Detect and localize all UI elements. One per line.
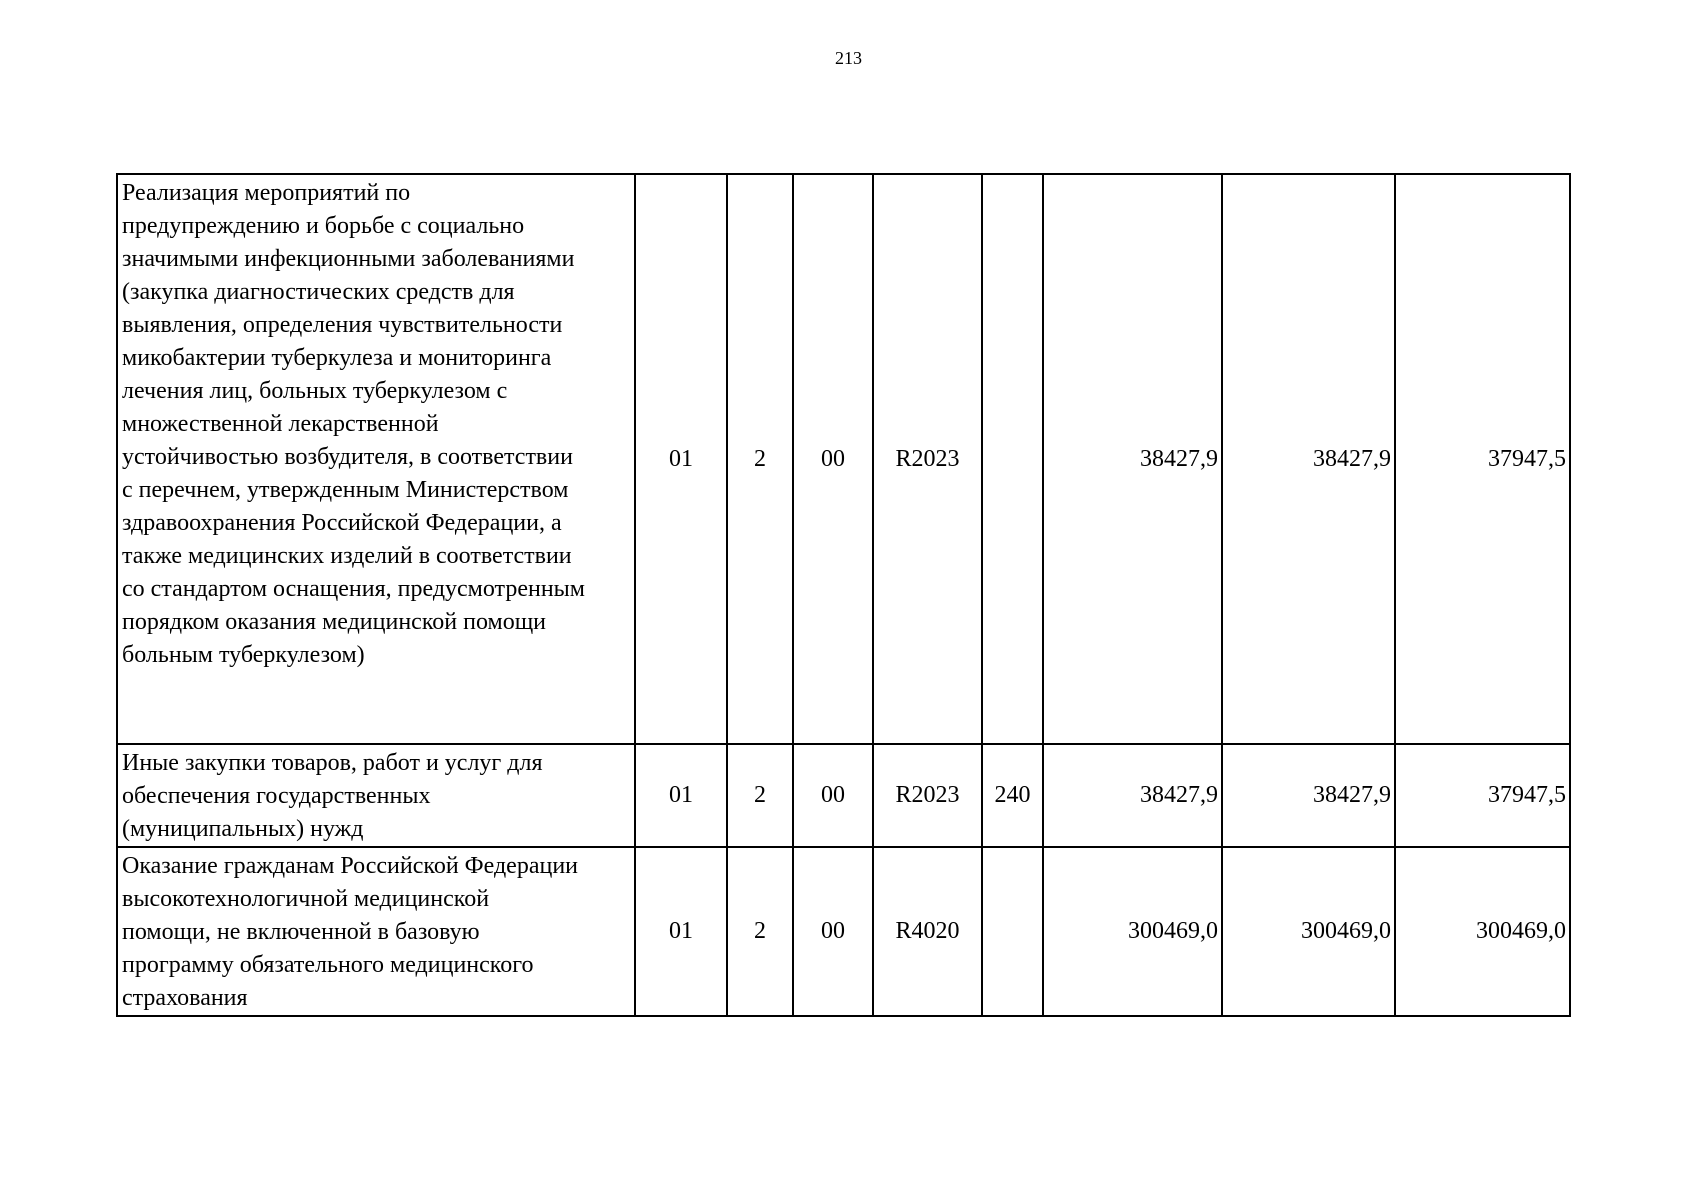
page-number: 213 bbox=[835, 48, 862, 68]
description-line: лечения лиц, больных туберкулезом с bbox=[122, 378, 508, 404]
row-description bbox=[117, 744, 635, 847]
description-line: порядком оказания медицинской помощи bbox=[122, 609, 547, 635]
code-cell: 2 bbox=[727, 744, 793, 847]
amount-cell: 37947,5 bbox=[1395, 744, 1570, 847]
code-cell: 01 bbox=[635, 174, 727, 744]
code-cell: 01 bbox=[635, 847, 727, 1016]
code-cell: 2 bbox=[727, 174, 793, 744]
description-line: также медицинских изделий в соответствии bbox=[122, 543, 572, 569]
description-line: выявления, определения чувствительности bbox=[122, 312, 563, 338]
amount-cell: 300469,0 bbox=[1043, 847, 1222, 1016]
description-line: (муниципальных) нужд bbox=[122, 816, 364, 842]
description-line: больным туберкулезом) bbox=[122, 642, 365, 668]
description-line: помощи, не включенной в базовую bbox=[122, 919, 480, 945]
code-cell: 00 bbox=[793, 744, 873, 847]
description-line: значимыми инфекционными заболеваниями bbox=[122, 246, 575, 272]
code-cell: 00 bbox=[793, 174, 873, 744]
description-line: здравоохранения Российской Федерации, а bbox=[122, 510, 562, 536]
table-row bbox=[117, 174, 1570, 744]
amount-cell: 38427,9 bbox=[1222, 744, 1395, 847]
amount-cell: 300469,0 bbox=[1395, 847, 1570, 1016]
row-description bbox=[117, 174, 635, 744]
description-line: Реализация мероприятий по bbox=[122, 180, 411, 206]
description-line: страхования bbox=[122, 985, 248, 1011]
row-description bbox=[117, 847, 635, 1016]
description-line: устойчивостью возбудителя, в соответствии bbox=[122, 444, 573, 470]
description-line: с перечнем, утвержденным Министерством bbox=[122, 477, 569, 503]
description-line: множественной лекарственной bbox=[122, 411, 439, 437]
description-line: со стандартом оснащения, предусмотренным bbox=[122, 576, 585, 602]
amount-cell: 37947,5 bbox=[1395, 174, 1570, 744]
table-row bbox=[117, 744, 1570, 847]
code-cell: 2 bbox=[727, 847, 793, 1016]
code-cell: R2023 bbox=[873, 174, 982, 744]
code-cell: R4020 bbox=[873, 847, 982, 1016]
amount-cell: 38427,9 bbox=[1043, 174, 1222, 744]
description-line: предупреждению и борьбе с социально bbox=[122, 213, 525, 239]
code-cell: 00 bbox=[793, 847, 873, 1016]
budget-table bbox=[116, 173, 1571, 1017]
code-cell bbox=[982, 174, 1043, 744]
code-cell: R2023 bbox=[873, 744, 982, 847]
code-cell bbox=[982, 847, 1043, 1016]
description-line: программу обязательного медицинского bbox=[122, 952, 534, 978]
description-line: микобактерии туберкулеза и мониторинга bbox=[122, 345, 552, 371]
description-line: высокотехнологичной медицинской bbox=[122, 886, 490, 912]
description-line: Оказание гражданам Российской Федерации bbox=[122, 853, 578, 879]
description-line: (закупка диагностических средств для bbox=[122, 279, 515, 305]
amount-cell: 38427,9 bbox=[1222, 174, 1395, 744]
amount-cell: 38427,9 bbox=[1043, 744, 1222, 847]
code-cell: 240 bbox=[982, 744, 1043, 847]
description-line: обеспечения государственных bbox=[122, 783, 431, 809]
table-row bbox=[117, 847, 1570, 1016]
description-line: Иные закупки товаров, работ и услуг для bbox=[122, 750, 543, 776]
code-cell: 01 bbox=[635, 744, 727, 847]
amount-cell: 300469,0 bbox=[1222, 847, 1395, 1016]
